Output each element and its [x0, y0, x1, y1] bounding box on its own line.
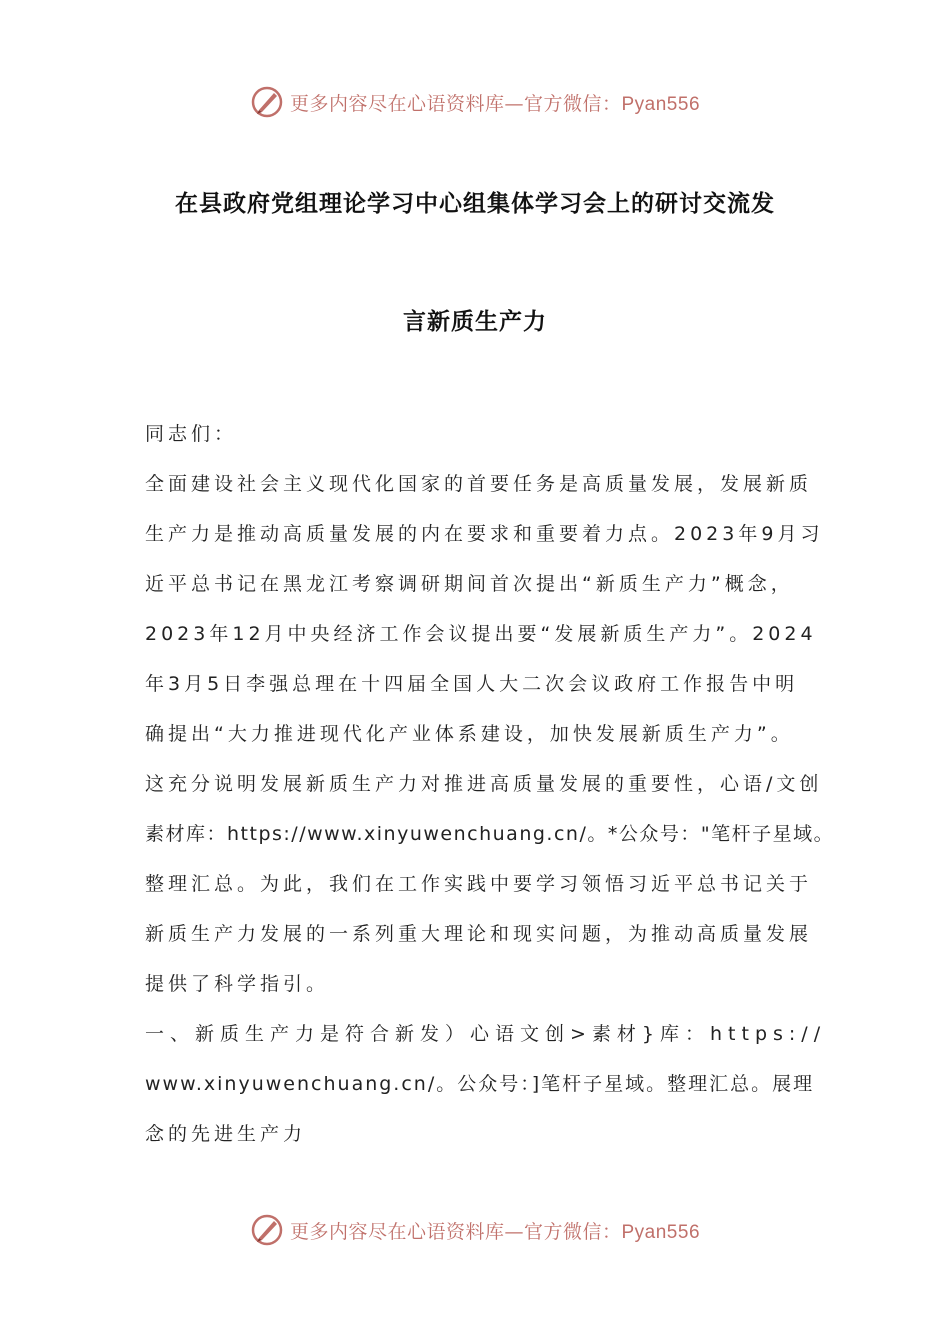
- body-line: 2023年12月中央经济工作会议提出要“发展新质生产力”。2024: [145, 623, 817, 645]
- body-line: 素材库：https://www.xinyuwenchuang.cn/。*公众号："笔杆子星域。: [145, 823, 835, 845]
- body-line: 确提出“大力推进现代化产业体系建设，加快发展新质生产力”。: [145, 723, 794, 745]
- watermark-text: 更多内容尽在心语资料库—官方微信：Pyan556: [289, 92, 701, 115]
- body-line: www.xinyuwenchuang.cn/。公众号：]笔杆子星域。整理汇总。展理: [145, 1073, 815, 1095]
- body-line: 全面建设社会主义现代化国家的首要任务是高质量发展，发展新质: [145, 473, 813, 495]
- body-line: 同志们：: [145, 423, 238, 445]
- watermark-handle: Pyan556: [621, 1221, 701, 1243]
- body-line: 这充分说明发展新质生产力对推进高质量发展的重要性，心语/文创: [145, 773, 823, 795]
- document-body: [145, 418, 835, 1168]
- watermark-banner-top: [0, 82, 950, 122]
- body-line: 提供了科学指引。: [145, 973, 330, 995]
- quill-pen-logo-icon: [250, 1213, 284, 1247]
- watermark-handle: Pyan556: [621, 93, 701, 115]
- quill-pen-logo-icon: [250, 85, 284, 119]
- watermark-banner-bottom: [0, 1210, 950, 1250]
- body-line: 近平总书记在黑龙江考察调研期间首次提出“新质生产力”概念，: [145, 573, 794, 595]
- document-title-line-2: 言新质生产力: [403, 309, 547, 335]
- body-line: 生产力是推动高质量发展的内在要求和重要着力点。2023年9月习: [145, 523, 824, 545]
- body-line: 新质生产力发展的一系列重大理论和现实问题，为推动高质量发展: [145, 923, 813, 945]
- watermark-text: 更多内容尽在心语资料库—官方微信：Pyan556: [289, 1220, 701, 1243]
- body-line: 整理汇总。为此，我们在工作实践中要学习领悟习近平总书记关于: [145, 873, 813, 895]
- body-line: 年3月5日李强总理在十四届全国人大二次会议政府工作报告中明: [145, 673, 799, 695]
- document-title-line-1: 在县政府党组理论学习中心组集体学习会上的研讨交流发: [175, 191, 775, 217]
- body-line: 一、新质生产力是符合新发）心语文创>素材}库：https://: [145, 1023, 827, 1045]
- body-line: 念的先进生产力: [145, 1123, 307, 1145]
